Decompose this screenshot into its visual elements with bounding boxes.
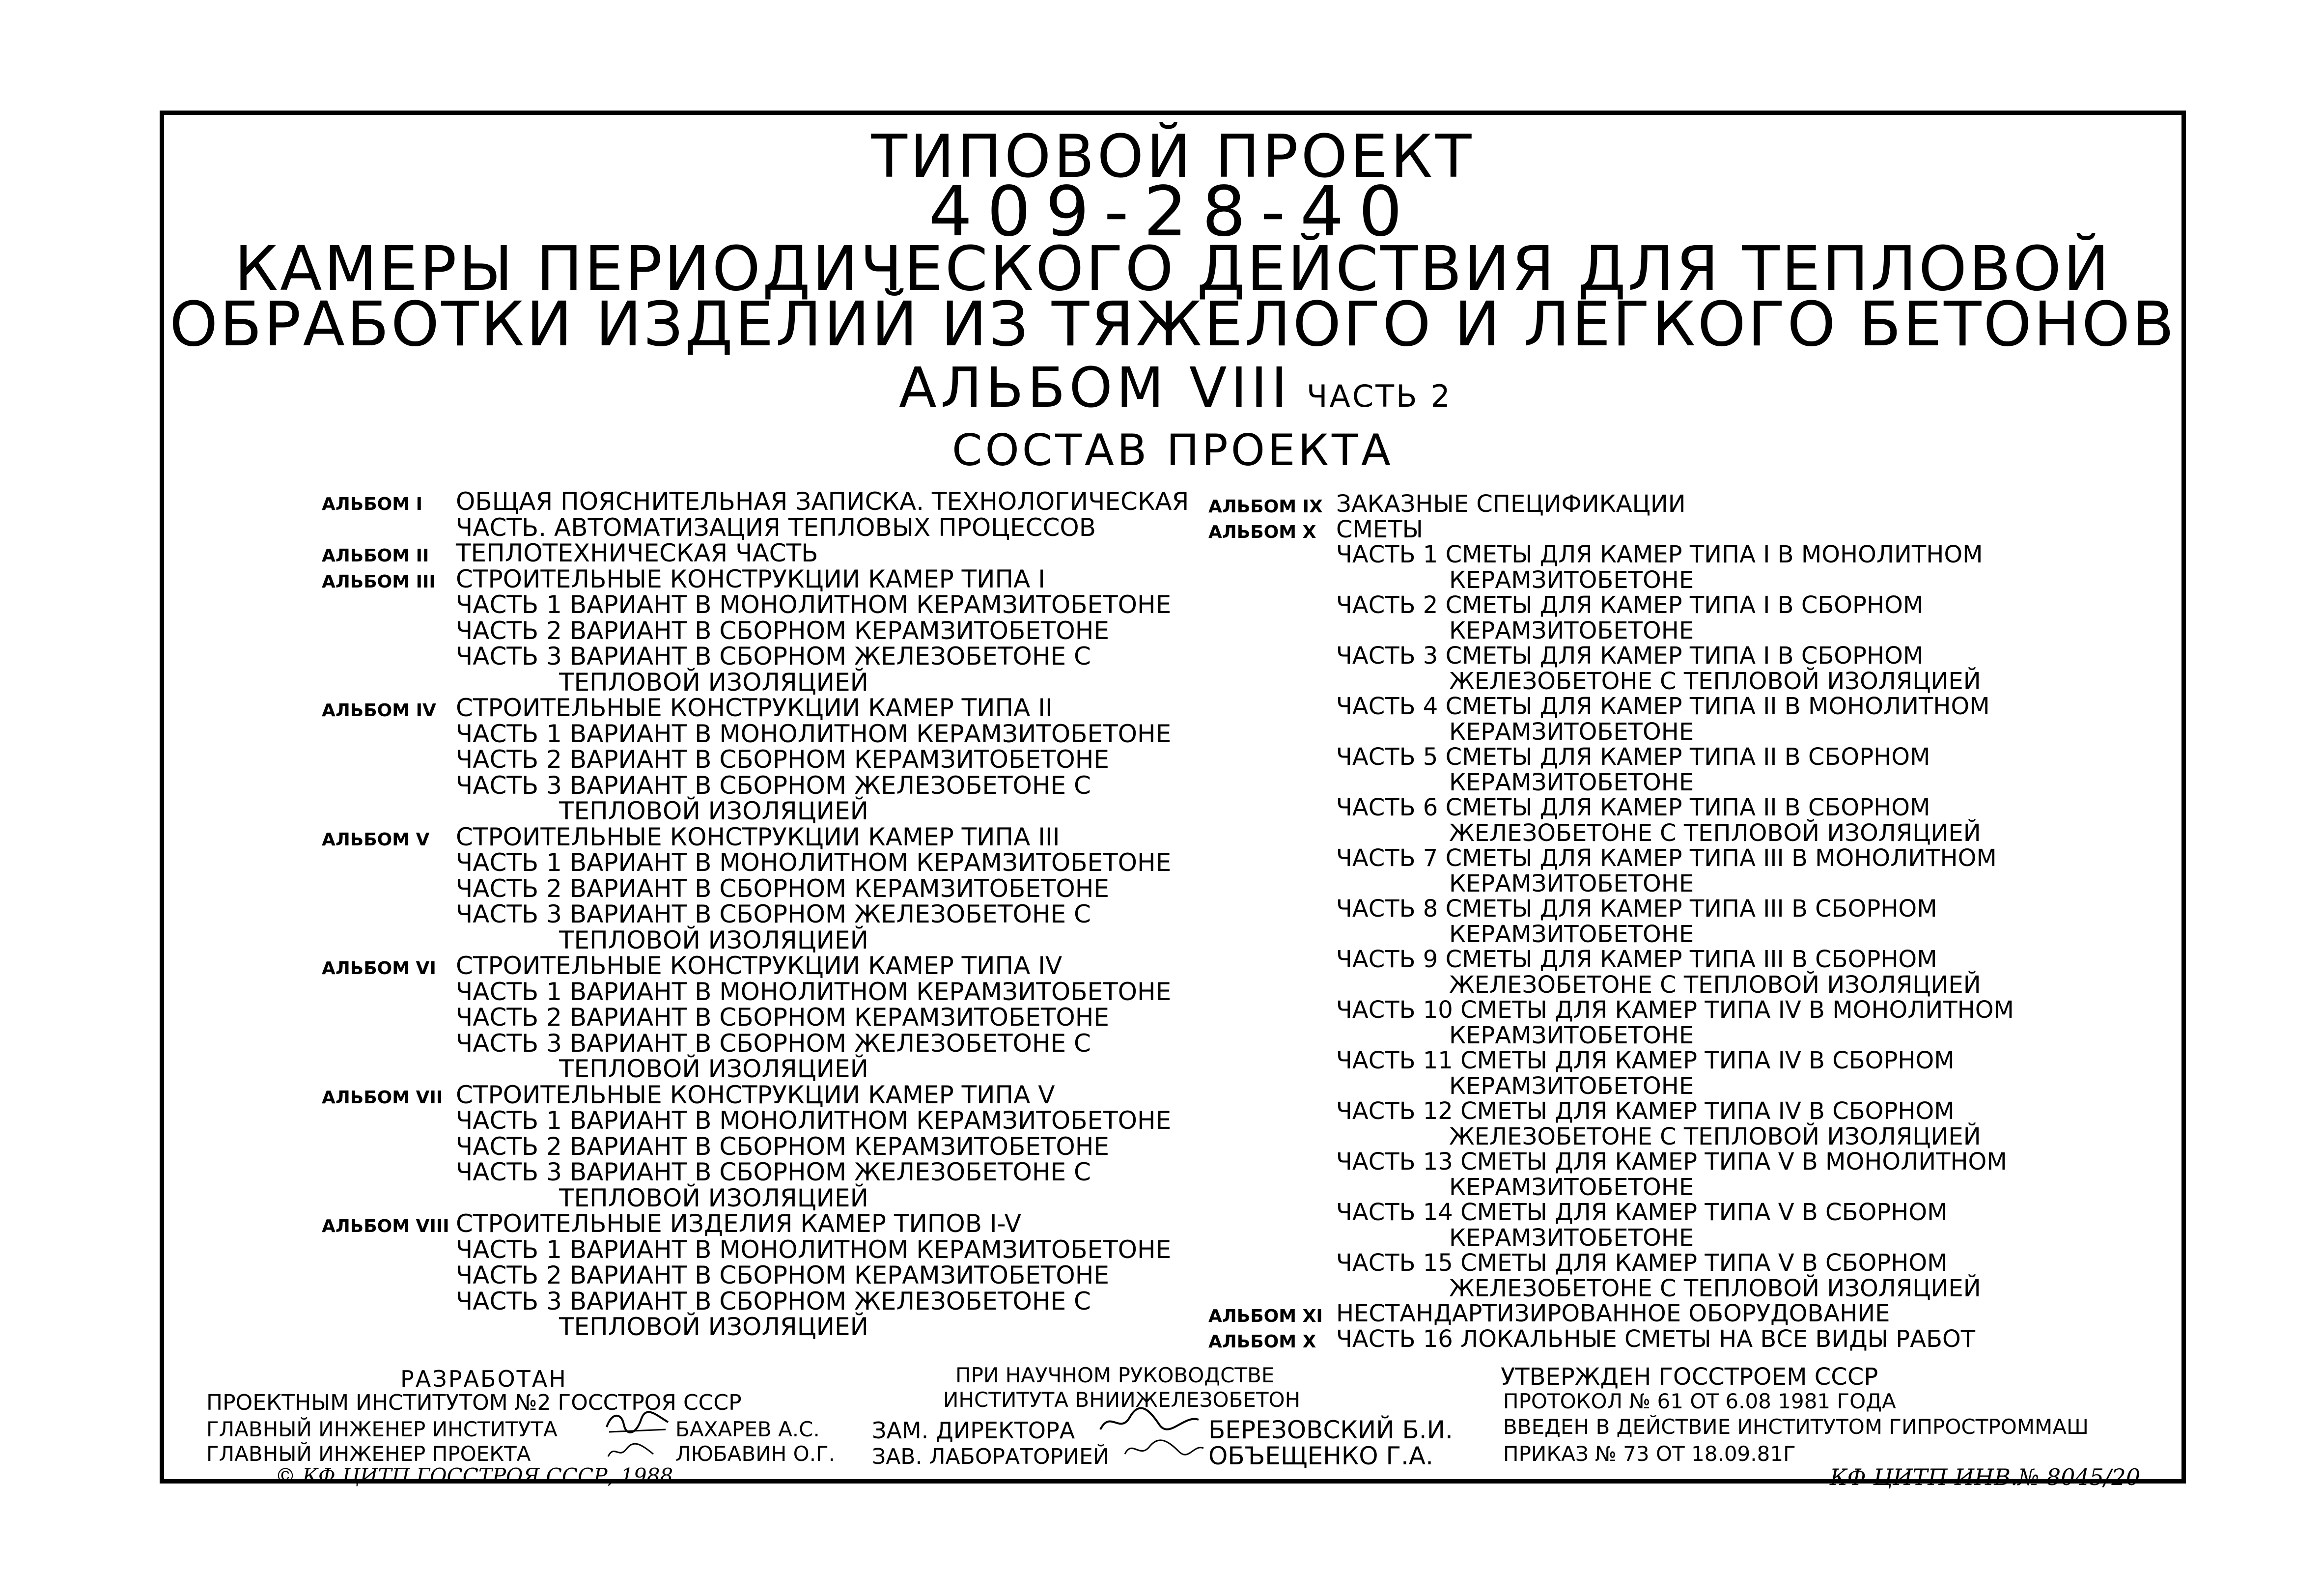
album-label: АЛЬБОМ VIII xyxy=(322,1216,449,1236)
contents-line: ЧАСТЬ 3 ВАРИАНТ В СБОРНОМ ЖЕЛЕЗОБЕТОНЕ С xyxy=(456,1158,1091,1186)
contents-line: ЧАСТЬ 11 СМЕТЫ ДЛЯ КАМЕР ТИПА IV В СБОРНОМ xyxy=(1336,1047,1955,1074)
contents-line: ЧАСТЬ 3 ВАРИАНТ В СБОРНОМ ЖЕЛЕЗОБЕТОНЕ С xyxy=(456,642,1091,671)
contents-line: ЧАСТЬ 2 ВАРИАНТ В СБОРНОМ КЕРАМЗИТОБЕТОНЕ xyxy=(456,1261,1109,1289)
chief-engineer-project-label: ГЛАВНЫЙ ИНЖЕНЕР ПРОЕКТА xyxy=(206,1442,531,1466)
contents-line: ЧАСТЬ 1 СМЕТЫ ДЛЯ КАМЕР ТИПА I В МОНОЛИТНОМ xyxy=(1336,541,1983,568)
contents-line: КЕРАМЗИТОБЕТОНЕ xyxy=(1449,1224,1694,1252)
contents-line: ЧАСТЬ 3 ВАРИАНТ В СБОРНОМ ЖЕЛЕЗОБЕТОНЕ С xyxy=(456,900,1091,928)
chief-engineer-institute-name: БАХАРЕВ А.С. xyxy=(675,1417,820,1441)
chief-engineer-institute-label: ГЛАВНЫЙ ИНЖЕНЕР ИНСТИТУТА xyxy=(206,1417,558,1441)
developed-title: РАЗРАБОТАН xyxy=(400,1366,567,1392)
album-label: АЛЬБОМ VII xyxy=(322,1087,443,1108)
contents-line: ТЕПЛОТЕХНИЧЕСКАЯ ЧАСТЬ xyxy=(456,539,818,567)
album-label: АЛЬБОМ XI xyxy=(1208,1306,1323,1326)
deputy-director-label: ЗАМ. ДИРЕКТОРА xyxy=(872,1417,1075,1444)
contents-line: ЧАСТЬ 2 ВАРИАНТ В СБОРНОМ КЕРАМЗИТОБЕТОНЕ xyxy=(456,616,1109,645)
album-label: АЛЬБОМ V xyxy=(322,829,430,850)
signature-lyubavin xyxy=(604,1439,658,1464)
contents-line: ТЕПЛОВОЙ ИЗОЛЯЦИЕЙ xyxy=(559,797,869,825)
contents-line: ЧАСТЬ 7 СМЕТЫ ДЛЯ КАМЕР ТИПА III В МОНОЛИТНОМ xyxy=(1336,844,1997,872)
album-label: АЛЬБОМ III xyxy=(322,571,436,592)
contents-line: КЕРАМЗИТОБЕТОНЕ xyxy=(1449,920,1694,948)
album-number: АЛЬБОМ VIII xyxy=(899,356,1291,420)
album-label: АЛЬБОМ IV xyxy=(322,700,436,721)
signature-obyeshchenko xyxy=(1120,1434,1206,1464)
scientific-guidance-line1: ПРИ НАУЧНОМ РУКОВОДСТВЕ xyxy=(955,1363,1275,1387)
contents-line: ЧАСТЬ 1 ВАРИАНТ В МОНОЛИТНОМ КЕРАМЗИТОБЕТОНЕ xyxy=(456,590,1172,619)
contents-line: ТЕПЛОВОЙ ИЗОЛЯЦИЕЙ xyxy=(559,925,869,954)
contents-line: ЧАСТЬ 3 ВАРИАНТ В СБОРНОМ ЖЕЛЕЗОБЕТОНЕ С xyxy=(456,771,1091,800)
contents-line: ЧАСТЬ 15 СМЕТЫ ДЛЯ КАМЕР ТИПА V В СБОРНОМ xyxy=(1336,1249,1948,1277)
inventory-stamp: КФ ЦИТП ИНВ.№ 8045/20 xyxy=(1830,1464,2140,1490)
contents-line: ЖЕЛЕЗОБЕТОНЕ С ТЕПЛОВОЙ ИЗОЛЯЦИЕЙ xyxy=(1449,1122,1981,1150)
protocol-line: ПРОТОКОЛ № 61 ОТ 6.08 1981 ГОДА xyxy=(1503,1389,1896,1413)
contents-line: СМЕТЫ xyxy=(1336,515,1423,543)
contents-line: СТРОИТЕЛЬНЫЕ КОНСТРУКЦИИ КАМЕР ТИПА V xyxy=(456,1080,1055,1109)
contents-line: СТРОИТЕЛЬНЫЕ КОНСТРУКЦИИ КАМЕР ТИПА I xyxy=(456,564,1045,593)
contents-line: СТРОИТЕЛЬНЫЕ КОНСТРУКЦИИ КАМЕР ТИПА II xyxy=(456,694,1053,722)
contents-line: ЗАКАЗНЫЕ СПЕЦИФИКАЦИИ xyxy=(1336,490,1686,518)
project-title-line1: КАМЕРЫ ПЕРИОДИЧЕСКОГО ДЕЙСТВИЯ ДЛЯ ТЕПЛОВОЙ xyxy=(234,233,2111,305)
album-label: АЛЬБОМ IX xyxy=(1208,497,1323,517)
contents-line: ЧАСТЬ 12 СМЕТЫ ДЛЯ КАМЕР ТИПА IV В СБОРНОМ xyxy=(1336,1097,1955,1125)
contents-line: КЕРАМЗИТОБЕТОНЕ xyxy=(1449,616,1694,644)
contents-line: ОБЩАЯ ПОЯСНИТЕЛЬНАЯ ЗАПИСКА. ТЕХНОЛОГИЧЕСКАЯ xyxy=(456,487,1189,516)
signature-bakharev xyxy=(602,1407,673,1439)
contents-line: ЧАСТЬ 6 СМЕТЫ ДЛЯ КАМЕР ТИПА II В СБОРНОМ xyxy=(1336,794,1930,821)
composition-heading: СОСТАВ ПРОЕКТА xyxy=(952,425,1394,476)
contents-line: КЕРАМЗИТОБЕТОНЕ xyxy=(1449,768,1694,796)
contents-line: КЕРАМЗИТОБЕТОНЕ xyxy=(1449,1072,1694,1100)
album-label: АЛЬБОМ II xyxy=(322,546,429,566)
contents-line: ЧАСТЬ 2 ВАРИАНТ В СБОРНОМ КЕРАМЗИТОБЕТОНЕ xyxy=(456,1003,1109,1032)
contents-line: ЧАСТЬ 2 ВАРИАНТ В СБОРНОМ КЕРАМЗИТОБЕТОНЕ xyxy=(456,874,1109,903)
project-title-line2: ОБРАБОТКИ ИЗДЕЛИЙ ИЗ ТЯЖЕЛОГО И ЛЕГКОГО БЕТОНОВ xyxy=(169,289,2177,360)
contents-line: ЧАСТЬ 1 ВАРИАНТ В МОНОЛИТНОМ КЕРАМЗИТОБЕТОНЕ xyxy=(456,1106,1172,1135)
contents-line: КЕРАМЗИТОБЕТОНЕ xyxy=(1449,1021,1694,1049)
contents-line: ЧАСТЬ 13 СМЕТЫ ДЛЯ КАМЕР ТИПА V В МОНОЛИТНОМ xyxy=(1336,1148,2007,1176)
album-label: АЛЬБОМ X xyxy=(1208,522,1316,542)
deputy-director-name: БЕРЕЗОВСКИЙ Б.И. xyxy=(1208,1416,1453,1444)
contents-line: ЧАСТЬ 16 ЛОКАЛЬНЫЕ СМЕТЫ НА ВСЕ ВИДЫ РАБОТ xyxy=(1336,1325,1976,1353)
contents-line: СТРОИТЕЛЬНЫЕ КОНСТРУКЦИИ КАМЕР ТИПА IV xyxy=(456,952,1063,980)
contents-line: КЕРАМЗИТОБЕТОНЕ xyxy=(1449,869,1694,897)
contents-line: ЧАСТЬ 3 СМЕТЫ ДЛЯ КАМЕР ТИПА I В СБОРНОМ xyxy=(1336,642,1924,670)
doc-type-title: ТИПОВОЙ ПРОЕКТ xyxy=(871,123,1475,191)
lab-head-name: ОБЪЕЩЕНКО Г.А. xyxy=(1208,1442,1433,1470)
contents-line: ЧАСТЬ 1 ВАРИАНТ В МОНОЛИТНОМ КЕРАМЗИТОБЕТОНЕ xyxy=(456,977,1172,1006)
contents-line: ЧАСТЬ 1 ВАРИАНТ В МОНОЛИТНОМ КЕРАМЗИТОБЕТОНЕ xyxy=(456,848,1172,877)
contents-line: ЖЕЛЕЗОБЕТОНЕ С ТЕПЛОВОЙ ИЗОЛЯЦИЕЙ xyxy=(1449,667,1981,695)
lab-head-label: ЗАВ. ЛАБОРАТОРИЕЙ xyxy=(872,1444,1109,1469)
contents-line: ТЕПЛОВОЙ ИЗОЛЯЦИЕЙ xyxy=(559,668,869,697)
contents-line: КЕРАМЗИТОБЕТОНЕ xyxy=(1449,1173,1694,1201)
scientific-guidance-line2: ИНСТИТУТА ВНИИЖЕЛЕЗОБЕТОН xyxy=(943,1388,1301,1412)
contents-line: ЧАСТЬ 5 СМЕТЫ ДЛЯ КАМЕР ТИПА II В СБОРНОМ xyxy=(1336,743,1930,771)
contents-line: ЧАСТЬ 3 ВАРИАНТ В СБОРНОМ ЖЕЛЕЗОБЕТОНЕ С xyxy=(456,1287,1091,1316)
contents-line: ЧАСТЬ 9 СМЕТЫ ДЛЯ КАМЕР ТИПА III В СБОРНОМ xyxy=(1336,946,1937,973)
contents-line: ЧАСТЬ 4 СМЕТЫ ДЛЯ КАМЕР ТИПА II В МОНОЛИТНОМ xyxy=(1336,693,1990,720)
contents-line: ТЕПЛОВОЙ ИЗОЛЯЦИЕЙ xyxy=(559,1183,869,1212)
introduced-line: ВВЕДЕН В ДЕЙСТВИЕ ИНСТИТУТОМ ГИПРОСТРОММАШ xyxy=(1503,1415,2089,1439)
contents-line: ЧАСТЬ 2 СМЕТЫ ДЛЯ КАМЕР ТИПА I В СБОРНОМ xyxy=(1336,591,1924,619)
contents-line: ЧАСТЬ. АВТОМАТИЗАЦИЯ ТЕПЛОВЫХ ПРОЦЕССОВ xyxy=(456,513,1096,542)
contents-line: НЕСТАНДАРТИЗИРОВАННОЕ ОБОРУДОВАНИЕ xyxy=(1336,1300,1890,1327)
contents-line: ЧАСТЬ 14 СМЕТЫ ДЛЯ КАМЕР ТИПА V В СБОРНОМ xyxy=(1336,1199,1948,1226)
contents-line: СТРОИТЕЛЬНЫЕ ИЗДЕЛИЯ КАМЕР ТИПОВ I-V xyxy=(456,1209,1021,1238)
contents-line: ЖЕЛЕЗОБЕТОНЕ С ТЕПЛОВОЙ ИЗОЛЯЦИЕЙ xyxy=(1449,971,1981,999)
contents-line: ТЕПЛОВОЙ ИЗОЛЯЦИЕЙ xyxy=(559,1313,869,1341)
contents-line: СТРОИТЕЛЬНЫЕ КОНСТРУКЦИИ КАМЕР ТИПА III xyxy=(456,822,1060,851)
contents-line: ЧАСТЬ 2 ВАРИАНТ В СБОРНОМ КЕРАМЗИТОБЕТОНЕ xyxy=(456,745,1109,774)
contents-line: ТЕПЛОВОЙ ИЗОЛЯЦИЕЙ xyxy=(559,1055,869,1083)
contents-line: ЧАСТЬ 1 ВАРИАНТ В МОНОЛИТНОМ КЕРАМЗИТОБЕТОНЕ xyxy=(456,719,1172,748)
album-part: ЧАСТЬ 2 xyxy=(1307,378,1452,414)
contents-line: ЧАСТЬ 3 ВАРИАНТ В СБОРНОМ ЖЕЛЕЗОБЕТОНЕ С xyxy=(456,1029,1091,1058)
contents-line: ЖЕЛЕЗОБЕТОНЕ С ТЕПЛОВОЙ ИЗОЛЯЦИЕЙ xyxy=(1449,819,1981,847)
order-line: ПРИКАЗ № 73 ОТ 18.09.81Г xyxy=(1503,1442,1796,1466)
contents-line: ЧАСТЬ 2 ВАРИАНТ В СБОРНОМ КЕРАМЗИТОБЕТОНЕ xyxy=(456,1132,1109,1161)
developed-by: ПРОЕКТНЫМ ИНСТИТУТОМ №2 ГОССТРОЯ СССР xyxy=(206,1390,742,1415)
contents-line: ЖЕЛЕЗОБЕТОНЕ С ТЕПЛОВОЙ ИЗОЛЯЦИЕЙ xyxy=(1449,1274,1981,1302)
album-label: АЛЬБОМ VI xyxy=(322,958,436,979)
approved-line: УТВЕРЖДЕН ГОССТРОЕМ СССР xyxy=(1501,1363,1878,1391)
chief-engineer-project-name: ЛЮБАВИН О.Г. xyxy=(675,1442,836,1466)
contents-line: ЧАСТЬ 8 СМЕТЫ ДЛЯ КАМЕР ТИПА III В СБОРНОМ xyxy=(1336,895,1937,923)
contents-line: ЧАСТЬ 1 ВАРИАНТ В МОНОЛИТНОМ КЕРАМЗИТОБЕТОНЕ xyxy=(456,1235,1172,1264)
project-number: 409-28-40 xyxy=(928,172,1417,252)
copyright-stamp: © КФ ЦИТП ГОССТРОЯ СССР, 1988 xyxy=(275,1464,673,1488)
contents-line: ЧАСТЬ 10 СМЕТЫ ДЛЯ КАМЕР ТИПА IV В МОНОЛИТНОМ xyxy=(1336,996,2014,1024)
album-label: АЛЬБОМ I xyxy=(322,494,422,514)
album-label: АЛЬБОМ X xyxy=(1208,1331,1316,1352)
contents-line: КЕРАМЗИТОБЕТОНЕ xyxy=(1449,718,1694,746)
contents-line: КЕРАМЗИТОБЕТОНЕ xyxy=(1449,566,1694,594)
